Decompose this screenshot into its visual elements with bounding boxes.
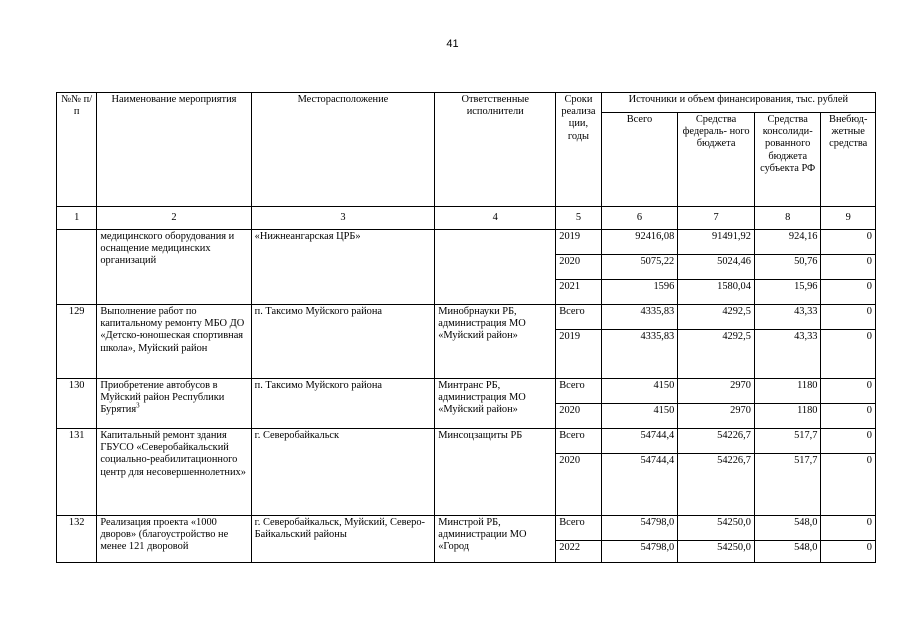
row-extra: 0 <box>821 330 876 379</box>
header-funding-group: Источники и объем финансирования, тыс. рублей <box>601 93 875 113</box>
row-federal: 91491,92 <box>678 230 755 255</box>
row-executors: Минобрнауки РБ, администрация МО «Муйский район» <box>435 305 556 379</box>
row-location: п. Таксимо Муйского района <box>251 305 435 379</box>
row-regional: 548,0 <box>754 541 821 563</box>
row-year: Всего <box>556 379 601 404</box>
row-federal: 5024,46 <box>678 255 755 280</box>
row-name: медицинского оборудования и оснащение медицинских организаций <box>97 230 251 305</box>
header-total: Всего <box>601 113 678 207</box>
row-total: 4150 <box>601 404 678 429</box>
row-federal: 1580,04 <box>678 280 755 305</box>
row-name: Выполнение работ по капитальному ремонту МБО ДО «Детско-юношеская спортивная школа», Муйский район <box>97 305 251 379</box>
row-year: 2019 <box>556 330 601 379</box>
column-number: 6 <box>601 207 678 230</box>
row-year: 2020 <box>556 454 601 516</box>
row-year: Всего <box>556 516 601 541</box>
row-federal: 54250,0 <box>678 541 755 563</box>
row-regional: 924,16 <box>754 230 821 255</box>
row-num: 130 <box>57 379 97 429</box>
row-total: 1596 <box>601 280 678 305</box>
row-extra: 0 <box>821 516 876 541</box>
row-extra: 0 <box>821 280 876 305</box>
row-federal: 54250,0 <box>678 516 755 541</box>
row-num: 129 <box>57 305 97 379</box>
row-regional: 1180 <box>754 379 821 404</box>
row-federal: 54226,7 <box>678 454 755 516</box>
header-location: Месторасположение <box>251 93 435 207</box>
row-executors: Минтранс РБ, администрация МО «Муйский район» <box>435 379 556 429</box>
header-num: №№ п/п <box>57 93 97 207</box>
row-regional: 43,33 <box>754 330 821 379</box>
column-number: 2 <box>97 207 251 230</box>
row-total: 4335,83 <box>601 330 678 379</box>
row-federal: 2970 <box>678 379 755 404</box>
row-num <box>57 230 97 305</box>
row-year: 2022 <box>556 541 601 563</box>
row-name-text: Приобретение автобусов в Муйский район Республики Бурятия <box>100 380 225 416</box>
row-total: 54798,0 <box>601 541 678 563</box>
table-row <box>57 429 876 454</box>
row-year: Всего <box>556 305 601 330</box>
row-regional: 517,7 <box>754 429 821 454</box>
row-regional: 548,0 <box>754 516 821 541</box>
column-number: 8 <box>754 207 821 230</box>
row-location: г. Северобайкальск, Муйский, Северо-Байкальский районы <box>251 516 435 563</box>
row-extra: 0 <box>821 404 876 429</box>
row-num: 131 <box>57 429 97 516</box>
row-location: п. Таксимо Муйского района <box>251 379 435 429</box>
column-number: 9 <box>821 207 876 230</box>
row-total: 54744,4 <box>601 454 678 516</box>
row-federal: 54226,7 <box>678 429 755 454</box>
row-regional: 43,33 <box>754 305 821 330</box>
row-regional: 15,96 <box>754 280 821 305</box>
row-extra: 0 <box>821 255 876 280</box>
row-extra: 0 <box>821 379 876 404</box>
table-row <box>57 516 876 541</box>
financing-table <box>56 92 876 563</box>
header-federal: Средства федераль- ного бюджета <box>678 113 755 207</box>
row-location: «Нижнеангарская ЦРБ» <box>251 230 435 305</box>
header-regional: Средства консолиди- рованного бюджета субъекта РФ <box>754 113 821 207</box>
row-total: 54798,0 <box>601 516 678 541</box>
row-extra: 0 <box>821 541 876 563</box>
footnote-mark: 3 <box>136 401 140 410</box>
row-federal: 2970 <box>678 404 755 429</box>
row-extra: 0 <box>821 230 876 255</box>
header-terms: Сроки реализа ции, годы <box>556 93 601 207</box>
table-row <box>57 305 876 330</box>
column-number: 7 <box>678 207 755 230</box>
row-total: 4150 <box>601 379 678 404</box>
row-regional: 50,76 <box>754 255 821 280</box>
row-name <box>97 379 251 429</box>
row-total: 4335,83 <box>601 305 678 330</box>
row-name: Реализация проекта «1000 дворов» (благоустройство не менее 121 дворовой <box>97 516 251 563</box>
row-name: Капитальный ремонт здания ГБУСО «Северобайкальский социально-реабилитационного центр для несовершеннолетних» <box>97 429 251 516</box>
table-row <box>57 230 876 255</box>
row-extra: 0 <box>821 305 876 330</box>
row-extra: 0 <box>821 429 876 454</box>
row-federal: 4292,5 <box>678 305 755 330</box>
page-number: 41 <box>446 38 459 50</box>
column-number: 1 <box>57 207 97 230</box>
row-executors: Минстрой РБ, администрации МО «Город <box>435 516 556 563</box>
row-executors <box>435 230 556 305</box>
row-num: 132 <box>57 516 97 563</box>
header-extra: Внебюд- жетные средства <box>821 113 876 207</box>
header-name: Наименование мероприятия <box>97 93 251 207</box>
column-number: 5 <box>556 207 601 230</box>
row-regional: 517,7 <box>754 454 821 516</box>
table-row <box>57 379 876 404</box>
row-extra: 0 <box>821 454 876 516</box>
row-executors: Минсоцзащиты РБ <box>435 429 556 516</box>
header-executors: Ответственные исполнители <box>435 93 556 207</box>
column-number: 4 <box>435 207 556 230</box>
row-total: 5075,22 <box>601 255 678 280</box>
row-location: г. Северобайкальск <box>251 429 435 516</box>
row-total: 92416,08 <box>601 230 678 255</box>
row-regional: 1180 <box>754 404 821 429</box>
row-total: 54744,4 <box>601 429 678 454</box>
row-year: 2020 <box>556 404 601 429</box>
row-year: Всего <box>556 429 601 454</box>
column-numbers-row <box>57 207 876 230</box>
row-year: 2019 <box>556 230 601 255</box>
column-number: 3 <box>251 207 435 230</box>
row-year: 2020 <box>556 255 601 280</box>
row-federal: 4292,5 <box>678 330 755 379</box>
row-year: 2021 <box>556 280 601 305</box>
